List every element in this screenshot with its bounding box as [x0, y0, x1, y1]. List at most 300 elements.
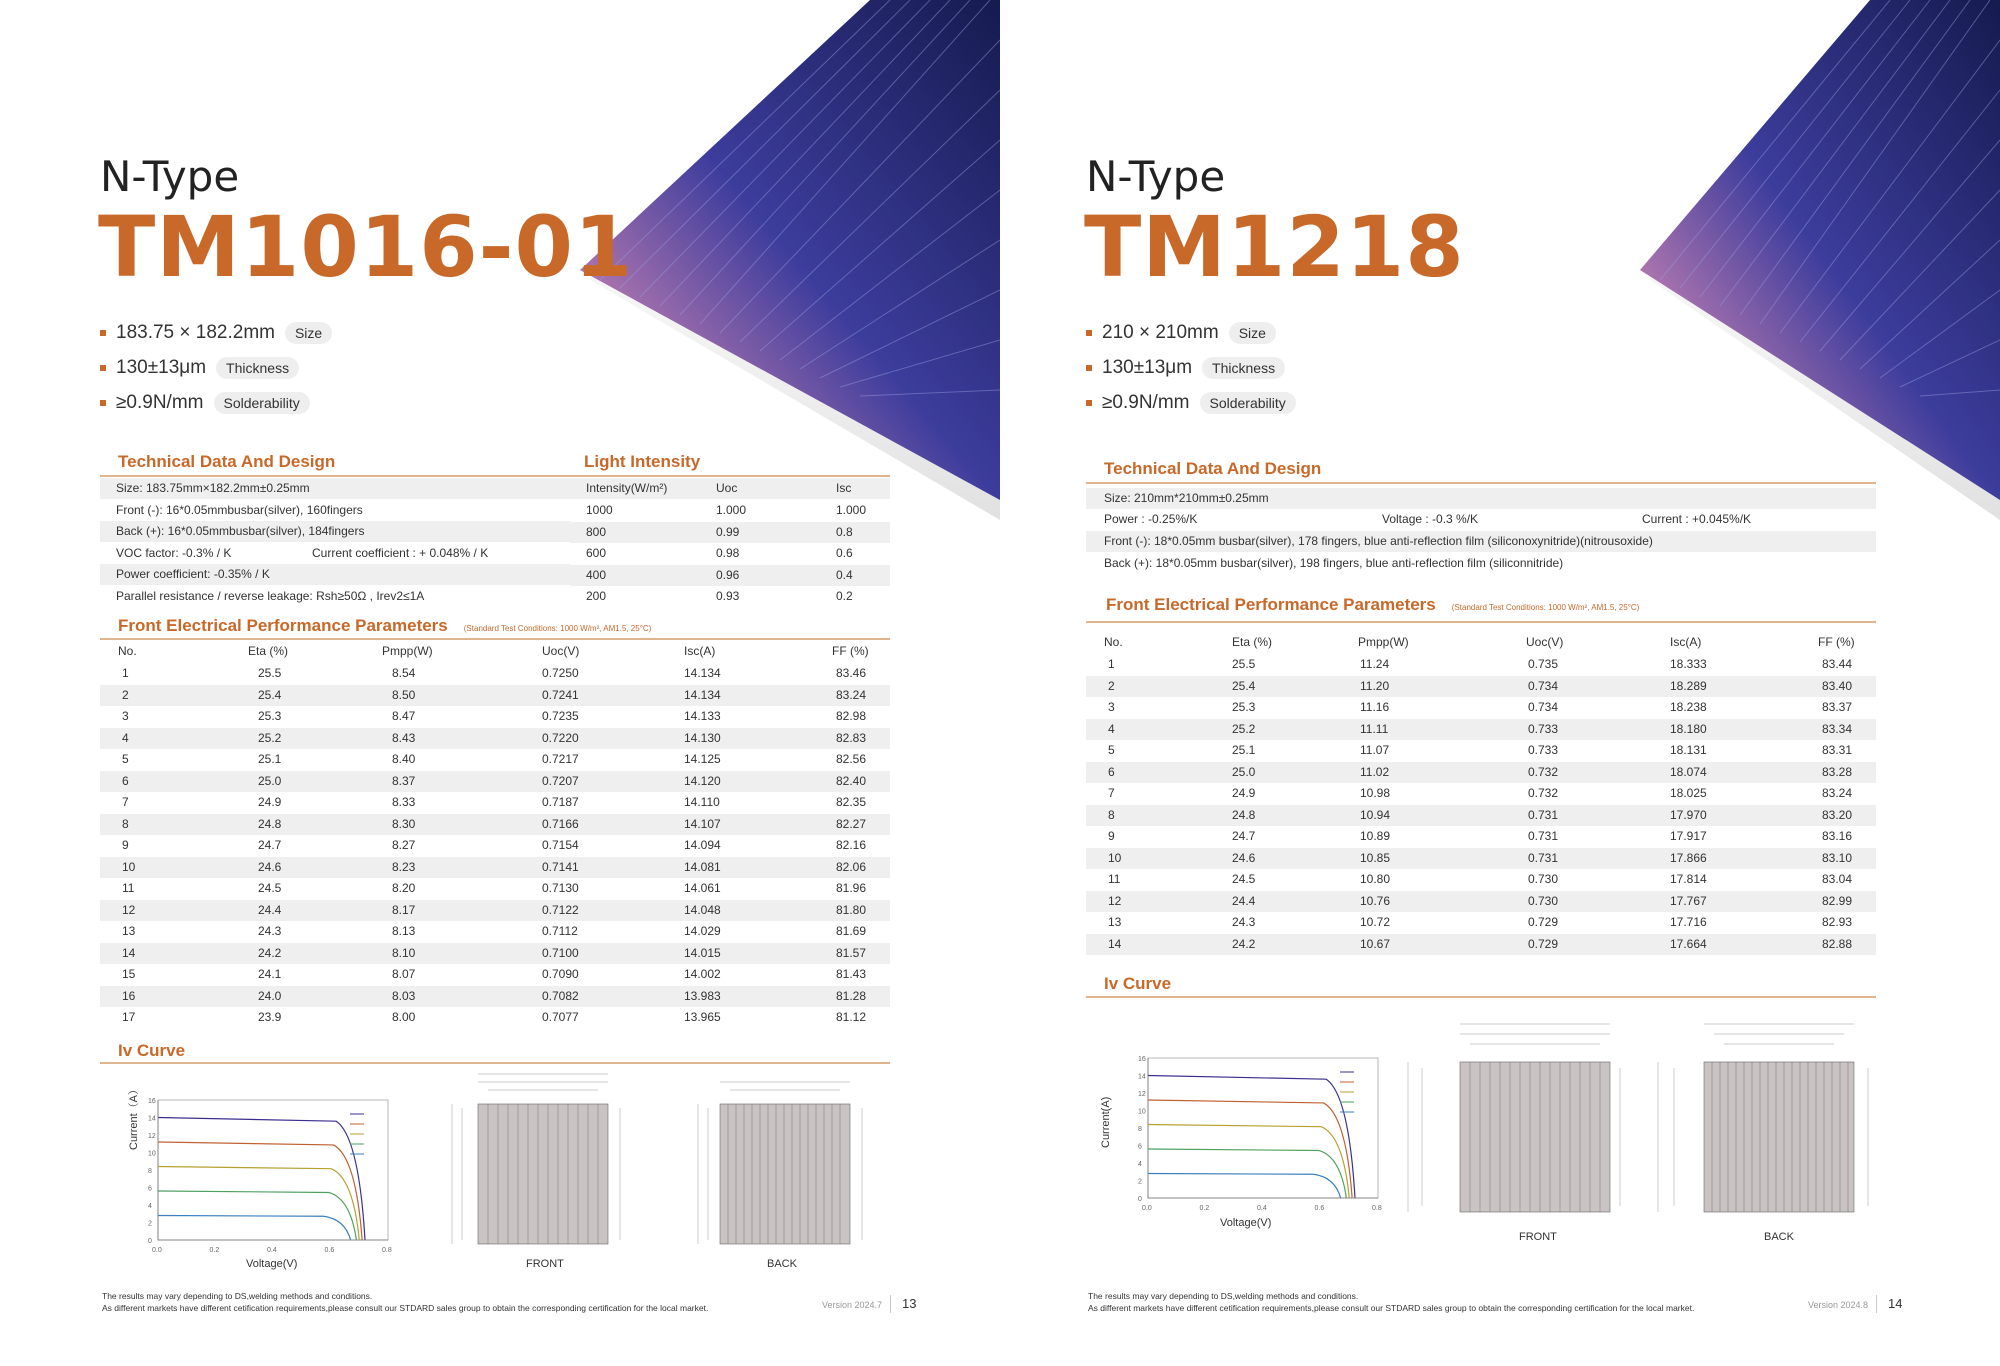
- iv-x-axis-label: Voltage(V): [246, 1258, 298, 1270]
- table-row-cell: 2: [122, 687, 129, 702]
- table-row-cell: 14.081: [684, 859, 721, 874]
- version-label: Version 2024.8: [1808, 1300, 1869, 1310]
- table-row-cell: 83.28: [1822, 764, 1853, 779]
- perf-header-cell: Pmpp(W): [382, 644, 433, 658]
- table-row-cell: 11.16: [1360, 700, 1390, 714]
- back-caption: BACK: [1764, 1231, 1794, 1243]
- table-row-cell: 17: [122, 1010, 136, 1024]
- table-row-cell: 8.00: [392, 1010, 416, 1024]
- perf-title: [1106, 595, 1639, 615]
- table-row-cell: 0.7082: [542, 988, 579, 1003]
- table-row-cell: 8.43: [392, 730, 416, 745]
- table-row-cell: 0.7241: [542, 687, 579, 702]
- light-row-cell: 200: [586, 589, 607, 603]
- perf-header-cell: Isc(A): [1670, 635, 1702, 649]
- section-rule: [100, 1062, 890, 1064]
- table-row-cell: 25.1: [258, 752, 282, 766]
- table-row-cell: 18.074: [1670, 764, 1707, 779]
- table-row-cell: 12: [1108, 893, 1122, 908]
- footnote-line: The results may vary depending to DS,welding methods and conditions.: [1088, 1291, 1359, 1301]
- table-row-cell: 24.7: [1232, 829, 1256, 843]
- light-row-cell: 1000: [586, 503, 613, 517]
- table-row-cell: 83.34: [1822, 721, 1853, 736]
- table-row-cell: 0.7130: [542, 881, 579, 895]
- table-row-cell: 81.28: [836, 988, 867, 1003]
- table-row-cell: 0.7100: [542, 945, 579, 960]
- table-row-cell: 5: [122, 752, 129, 766]
- table-row-cell: 24.3: [1232, 915, 1256, 929]
- table-row-cell: 14.094: [684, 838, 721, 852]
- tech-cell: Power : -0.25%/K: [1104, 512, 1198, 526]
- table-row-cell: 0.729: [1528, 915, 1559, 929]
- bullet-icon: [1086, 330, 1092, 336]
- tech-row: [100, 543, 570, 564]
- iv-y-axis-label: Current(A): [1100, 1096, 1112, 1148]
- table-row-cell: 83.24: [836, 687, 867, 702]
- back-caption: BACK: [767, 1258, 797, 1270]
- tech-row-cell: VOC factor: -0.3% / K: [116, 545, 232, 560]
- table-row-cell: 0.7154: [542, 838, 579, 852]
- version-label: Version 2024.7: [822, 1300, 883, 1310]
- light-title: Light Intensity: [584, 452, 701, 471]
- table-row-cell: 10.89: [1360, 829, 1391, 843]
- light-row-cell: 0.98: [716, 546, 740, 560]
- footnote: [102, 1290, 708, 1314]
- spec-value: 130±13μm: [1102, 357, 1193, 378]
- table-row-cell: 81.96: [836, 881, 867, 895]
- table-row-cell: 25.0: [1232, 764, 1256, 779]
- table-row-cell: 0.7077: [542, 1010, 579, 1024]
- table-row-cell: 24.8: [1232, 807, 1256, 822]
- table-row-cell: 0.730: [1528, 872, 1559, 886]
- series-label: N-Type: [100, 152, 240, 201]
- spec-tag: Size: [285, 322, 332, 344]
- table-row-cell: 25.4: [1232, 678, 1256, 693]
- table-row: [100, 728, 890, 749]
- perf-header-cell: Isc(A): [684, 644, 716, 658]
- iv-series-line: [1148, 1076, 1355, 1199]
- table-row-cell: 24.3: [258, 924, 282, 938]
- table-row-cell: 10.67: [1360, 936, 1391, 951]
- table-row-cell: 5: [1108, 743, 1115, 757]
- perf-header: [100, 641, 890, 662]
- table-row: [1086, 869, 1876, 890]
- table-row-cell: 7: [1108, 786, 1115, 800]
- y-tick-label: 10: [1138, 1108, 1146, 1116]
- table-row-cell: 17.767: [1670, 893, 1707, 908]
- table-row-cell: 0.7250: [542, 666, 579, 680]
- table-row-cell: 25.2: [1232, 721, 1256, 736]
- front-drawing: [1400, 1018, 1630, 1228]
- page-number: 14: [1888, 1296, 1903, 1311]
- tech-row: [100, 564, 570, 585]
- x-tick-label: 0.0: [1142, 1205, 1152, 1212]
- y-tick-label: 12: [1138, 1091, 1146, 1098]
- table-row-cell: 25.3: [1232, 700, 1256, 714]
- footnote-line: As different markets have different cetification requirements,please consult our STDARD sales group to obtain the corresponding certification for the local market.: [102, 1303, 709, 1313]
- iv-x-axis-label: Voltage(V): [1220, 1217, 1272, 1229]
- table-row-cell: 25.5: [258, 666, 282, 680]
- table-row-cell: 15: [122, 967, 136, 981]
- page-number: 13: [902, 1296, 917, 1311]
- table-row-cell: 10.94: [1360, 807, 1391, 822]
- y-tick-label: 6: [148, 1185, 152, 1193]
- table-row-cell: 8.30: [392, 816, 416, 831]
- table-row-cell: 8: [122, 816, 129, 831]
- table-row: [1086, 676, 1876, 697]
- section-rule: [1086, 621, 1876, 623]
- table-row-cell: 25.5: [1232, 657, 1256, 671]
- table-row-cell: 14.130: [684, 730, 721, 745]
- table-row-cell: 24.2: [1232, 936, 1256, 951]
- table-row: [1086, 934, 1876, 955]
- light-row-cell: 1.000: [836, 503, 867, 517]
- table-row-cell: 82.98: [836, 709, 867, 723]
- table-row-cell: 8.40: [392, 752, 416, 766]
- table-row-cell: 24.9: [1232, 786, 1256, 800]
- table-row-cell: 18.180: [1670, 721, 1707, 736]
- light-row-cell: 0.93: [716, 589, 740, 603]
- y-tick-label: 12: [148, 1133, 156, 1140]
- table-row-cell: 82.27: [836, 816, 867, 831]
- table-row-cell: 13.965: [684, 1010, 721, 1024]
- table-row-cell: 83.44: [1822, 657, 1853, 671]
- table-row-cell: 8.17: [392, 902, 416, 917]
- table-row-cell: 17.917: [1670, 829, 1707, 843]
- x-tick-label: 0.6: [1314, 1205, 1325, 1212]
- table-row-cell: 9: [122, 838, 129, 852]
- tech-row-cell: Current coefficient : + 0.048% / K: [312, 545, 489, 560]
- light-row-cell: 0.99: [716, 524, 740, 539]
- table-row-cell: 16: [122, 988, 136, 1003]
- tech-row: [100, 586, 570, 607]
- spec-size: [1086, 322, 1276, 344]
- table-row: [1086, 719, 1876, 740]
- tech-row-cell: Parallel resistance / reverse leakage: Rsh≥50Ω , Irev2≤1A: [116, 588, 425, 603]
- y-tick-label: 8: [1138, 1126, 1142, 1133]
- table-row: [100, 921, 890, 942]
- table-row-cell: 18.238: [1670, 700, 1707, 714]
- table-row-cell: 24.1: [258, 967, 282, 981]
- iv-axes: [158, 1100, 388, 1240]
- table-row-cell: 10: [122, 859, 136, 874]
- plot-frame: [158, 1100, 388, 1240]
- back-drawing: [670, 1078, 880, 1258]
- table-row-cell: 14.107: [684, 816, 721, 831]
- iv-axes: [1148, 1058, 1378, 1198]
- table-row-cell: 8.13: [392, 924, 416, 938]
- table-row-cell: 4: [1108, 721, 1115, 736]
- tech-cell: Front (-): 18*0.05mm busbar(silver), 178 fingers, blue anti-reflection film (siliconoxynitride)(nitrousoxide): [1104, 534, 1653, 548]
- table-row-cell: 14.125: [684, 752, 721, 766]
- table-row-cell: 8.10: [392, 945, 416, 960]
- table-row: [100, 814, 890, 835]
- light-row-cell: 1.000: [716, 503, 747, 517]
- table-row: [1086, 848, 1876, 869]
- table-row-cell: 11.24: [1360, 657, 1390, 671]
- table-row-cell: 24.6: [1232, 850, 1256, 865]
- table-row-cell: 1: [122, 666, 129, 680]
- perf-note: (Standard Test Conditions: 1000 W/m², AM1.5, 25°C): [463, 624, 652, 633]
- divider: [890, 1295, 891, 1313]
- light-row: [570, 565, 890, 586]
- table-row-cell: 83.04: [1822, 872, 1853, 886]
- table-row-cell: 24.4: [258, 902, 282, 917]
- table-row-cell: 4: [122, 730, 129, 745]
- table-row: [100, 1007, 890, 1028]
- x-tick-label: 0.4: [267, 1247, 277, 1254]
- table-row: [1086, 654, 1876, 675]
- table-row-cell: 0.7090: [542, 967, 579, 981]
- iv-curve-chart: [1108, 1048, 1398, 1228]
- table-row: [100, 943, 890, 964]
- tech-row-cell: Front (-): 16*0.05mmbusbar(silver), 160fingers: [116, 502, 363, 517]
- y-tick-label: 14: [1138, 1073, 1146, 1081]
- table-row-cell: 10.98: [1360, 786, 1391, 800]
- table-row-cell: 8.27: [392, 838, 416, 852]
- table-row-cell: 14.134: [684, 666, 721, 680]
- perf-header-cell: Uoc(V): [542, 644, 580, 658]
- x-tick-label: 0.4: [1257, 1205, 1267, 1212]
- table-row-cell: 8.33: [392, 795, 416, 809]
- perf-header-cell: Pmpp(W): [1358, 635, 1409, 649]
- table-row-cell: 0.732: [1528, 786, 1559, 800]
- table-row-cell: 11.11: [1360, 721, 1389, 736]
- spec-value: ≥0.9N/mm: [1102, 392, 1190, 413]
- table-row-cell: 17.866: [1670, 850, 1707, 865]
- bullet-icon: [100, 365, 106, 371]
- table-row-cell: 82.16: [836, 838, 867, 852]
- spec-value: ≥0.9N/mm: [116, 392, 204, 413]
- table-row-cell: 14.134: [684, 687, 721, 702]
- table-row-cell: 6: [1108, 764, 1115, 779]
- table-row: [1086, 912, 1876, 933]
- table-row-cell: 17.716: [1670, 915, 1707, 929]
- tech-title: Technical Data And Design: [1104, 459, 1322, 478]
- perf-header-cell: FF (%): [832, 644, 869, 658]
- perf-header-cell: Eta (%): [1232, 635, 1273, 649]
- perf-header-cell: No.: [118, 644, 137, 658]
- bullet-icon: [100, 400, 106, 406]
- perf-title-text: Front Electrical Performance Parameters: [118, 616, 448, 635]
- table-row-cell: 83.46: [836, 666, 867, 680]
- back-drawing: [1648, 1018, 1878, 1228]
- table-row-cell: 0.734: [1528, 700, 1559, 714]
- tech-row: [100, 521, 570, 542]
- table-row-cell: 10.80: [1360, 872, 1391, 886]
- table-row-cell: 82.88: [1822, 936, 1853, 951]
- iv-y-axis-label: Current（A）: [128, 1083, 140, 1150]
- tech-title: Technical Data And Design: [118, 452, 336, 471]
- perf-title: [118, 616, 651, 636]
- table-row-cell: 0.7141: [542, 859, 579, 874]
- table-row-cell: 24.5: [1232, 872, 1256, 886]
- spec-tag: Thickness: [216, 357, 299, 379]
- table-row-cell: 83.37: [1822, 700, 1853, 714]
- spec-value: 210 × 210mm: [1102, 322, 1219, 343]
- table-row-cell: 13: [122, 924, 136, 938]
- iv-series-line: [1148, 1174, 1341, 1199]
- light-row: [570, 543, 890, 564]
- table-row: [100, 771, 890, 792]
- table-row-cell: 12: [122, 902, 136, 917]
- table-row-cell: 0.735: [1528, 657, 1559, 671]
- x-tick-label: 0.8: [1372, 1205, 1382, 1212]
- table-row: [100, 878, 890, 899]
- table-row-cell: 25.0: [258, 773, 282, 788]
- y-tick-label: 2: [1138, 1178, 1142, 1186]
- perf-header-cell: No.: [1104, 635, 1123, 649]
- y-tick-label: 4: [148, 1203, 152, 1210]
- table-row-cell: 8.23: [392, 859, 416, 874]
- table-row-cell: 3: [122, 709, 129, 723]
- perf-header-cell: FF (%): [1818, 635, 1855, 649]
- tech-row-cell: Power coefficient: -0.35% / K: [116, 567, 270, 581]
- light-header-cell: Isc: [836, 481, 852, 495]
- table-row: [1086, 697, 1876, 718]
- table-row-cell: 83.40: [1822, 678, 1853, 693]
- table-row-cell: 81.43: [836, 967, 867, 981]
- table-row-cell: 82.06: [836, 859, 867, 874]
- iv-title: Iv Curve: [118, 1041, 186, 1060]
- table-row-cell: 14: [122, 945, 136, 960]
- spec-tag: Solderability: [1200, 392, 1296, 414]
- iv-curve-chart: [118, 1090, 408, 1270]
- light-header: [570, 478, 890, 499]
- table-row-cell: 24.7: [258, 838, 282, 852]
- tech-cell: Current : +0.045%/K: [1642, 512, 1752, 526]
- table-row-cell: 81.12: [836, 1010, 867, 1024]
- table-row-cell: 11.20: [1360, 678, 1390, 693]
- table-row-cell: 14.120: [684, 773, 721, 788]
- table-row-cell: 14.029: [684, 924, 721, 938]
- tech-row: [100, 500, 570, 521]
- table-row-cell: 11.07: [1360, 743, 1390, 757]
- footnote-line: As different markets have different cetification requirements,please consult our STDARD sales group to obtain the corresponding certification for the local market.: [1088, 1303, 1695, 1313]
- table-row-cell: 8.07: [392, 967, 416, 981]
- x-tick-label: 0.0: [152, 1247, 162, 1254]
- table-row-cell: 10.72: [1360, 915, 1391, 929]
- spec-value: 183.75 × 182.2mm: [116, 322, 275, 343]
- table-row-cell: 0.733: [1528, 743, 1559, 757]
- spec-tag: Size: [1229, 322, 1276, 344]
- table-row-cell: 25.4: [258, 687, 282, 702]
- table-row-cell: 18.333: [1670, 657, 1707, 671]
- table-row-cell: 24.6: [258, 859, 282, 874]
- light-row-cell: 0.96: [716, 567, 740, 582]
- light-row: [570, 586, 890, 607]
- table-row-cell: 0.7122: [542, 902, 579, 917]
- spec-tag: Thickness: [1202, 357, 1285, 379]
- table-row-cell: 0.7187: [542, 795, 579, 809]
- table-row-cell: 14.133: [684, 709, 721, 723]
- table-row: [100, 685, 890, 706]
- table-row-cell: 11: [1108, 872, 1121, 886]
- table-row-cell: 0.730: [1528, 893, 1559, 908]
- table-row-cell: 82.35: [836, 795, 867, 809]
- table-row-cell: 24.0: [258, 988, 282, 1003]
- light-row-cell: 0.8: [836, 524, 853, 539]
- table-row-cell: 82.56: [836, 752, 867, 766]
- table-row-cell: 8.20: [392, 881, 416, 895]
- table-row: [100, 706, 890, 727]
- tech-row: [1086, 531, 1876, 552]
- table-row-cell: 0.7112: [542, 924, 578, 938]
- front-caption: FRONT: [1519, 1231, 1557, 1243]
- table-row-cell: 11: [122, 881, 135, 895]
- iv-title: Iv Curve: [1104, 974, 1172, 993]
- table-row-cell: 82.99: [1822, 893, 1853, 908]
- table-row-cell: 17.970: [1670, 807, 1707, 822]
- front-drawing: [428, 1068, 638, 1253]
- table-row-cell: 6: [122, 773, 129, 788]
- x-tick-label: 0.8: [382, 1247, 392, 1254]
- table-row-cell: 18.025: [1670, 786, 1707, 800]
- tech-cell: Size: 210mm*210mm±0.25mm: [1104, 491, 1269, 505]
- table-row-cell: 1: [1108, 657, 1115, 671]
- tech-row: [1086, 509, 1876, 530]
- table-row-cell: 25.1: [1232, 743, 1256, 757]
- table-row-cell: 24.8: [258, 816, 282, 831]
- tech-row-cell: Size: 183.75mm×182.2mm±0.25mm: [116, 481, 310, 495]
- table-row-cell: 24.2: [258, 945, 282, 960]
- table-row-cell: 0.732: [1528, 764, 1559, 779]
- table-row-cell: 0.7235: [542, 709, 579, 723]
- table-row-cell: 81.69: [836, 924, 867, 938]
- light-row-cell: 0.6: [836, 546, 853, 560]
- table-row-cell: 0.7217: [542, 752, 579, 766]
- model-title: TM1016-01: [98, 198, 634, 296]
- light-row-cell: 0.2: [836, 589, 853, 603]
- table-row-cell: 23.9: [258, 1010, 282, 1024]
- table-row-cell: 10.85: [1360, 850, 1391, 865]
- y-tick-label: 6: [1138, 1143, 1142, 1151]
- y-tick-label: 8: [148, 1168, 152, 1175]
- table-row-cell: 0.729: [1528, 936, 1559, 951]
- section-rule: [100, 475, 890, 477]
- table-row-cell: 8: [1108, 807, 1115, 822]
- spec-solderability: [1086, 392, 1296, 414]
- spec-size: [100, 322, 332, 344]
- tech-row: [1086, 488, 1876, 509]
- perf-title-text: Front Electrical Performance Parameters: [1106, 595, 1436, 614]
- iv-series-line: [158, 1216, 351, 1241]
- perf-header-cell: Eta (%): [248, 644, 289, 658]
- y-tick-label: 10: [148, 1150, 156, 1158]
- table-row-cell: 0.733: [1528, 721, 1559, 736]
- table-row: [1086, 783, 1876, 804]
- table-row-cell: 0.734: [1528, 678, 1559, 693]
- spec-thickness: [1086, 357, 1285, 379]
- y-tick-label: 14: [148, 1115, 156, 1123]
- table-row-cell: 7: [122, 795, 129, 809]
- x-tick-label: 0.6: [324, 1247, 335, 1254]
- light-row-cell: 400: [586, 567, 607, 582]
- table-row-cell: 13: [1108, 915, 1122, 929]
- x-tick-label: 0.2: [209, 1247, 220, 1254]
- tech-cell: Back (+): 18*0.05mm busbar(silver), 198 fingers, blue anti-reflection film (siliconnitride): [1104, 556, 1564, 570]
- table-row-cell: 14.002: [684, 967, 721, 981]
- light-row-cell: 800: [586, 524, 607, 539]
- table-row-cell: 18.289: [1670, 678, 1707, 693]
- light-row-cell: 0.4: [836, 567, 853, 582]
- y-tick-label: 16: [1138, 1056, 1146, 1063]
- perf-header-cell: Uoc(V): [1526, 635, 1564, 649]
- table-row-cell: 3: [1108, 700, 1115, 714]
- table-row-cell: 17.814: [1670, 872, 1707, 886]
- table-row-cell: 82.40: [836, 773, 867, 788]
- table-row-cell: 83.31: [1822, 743, 1853, 757]
